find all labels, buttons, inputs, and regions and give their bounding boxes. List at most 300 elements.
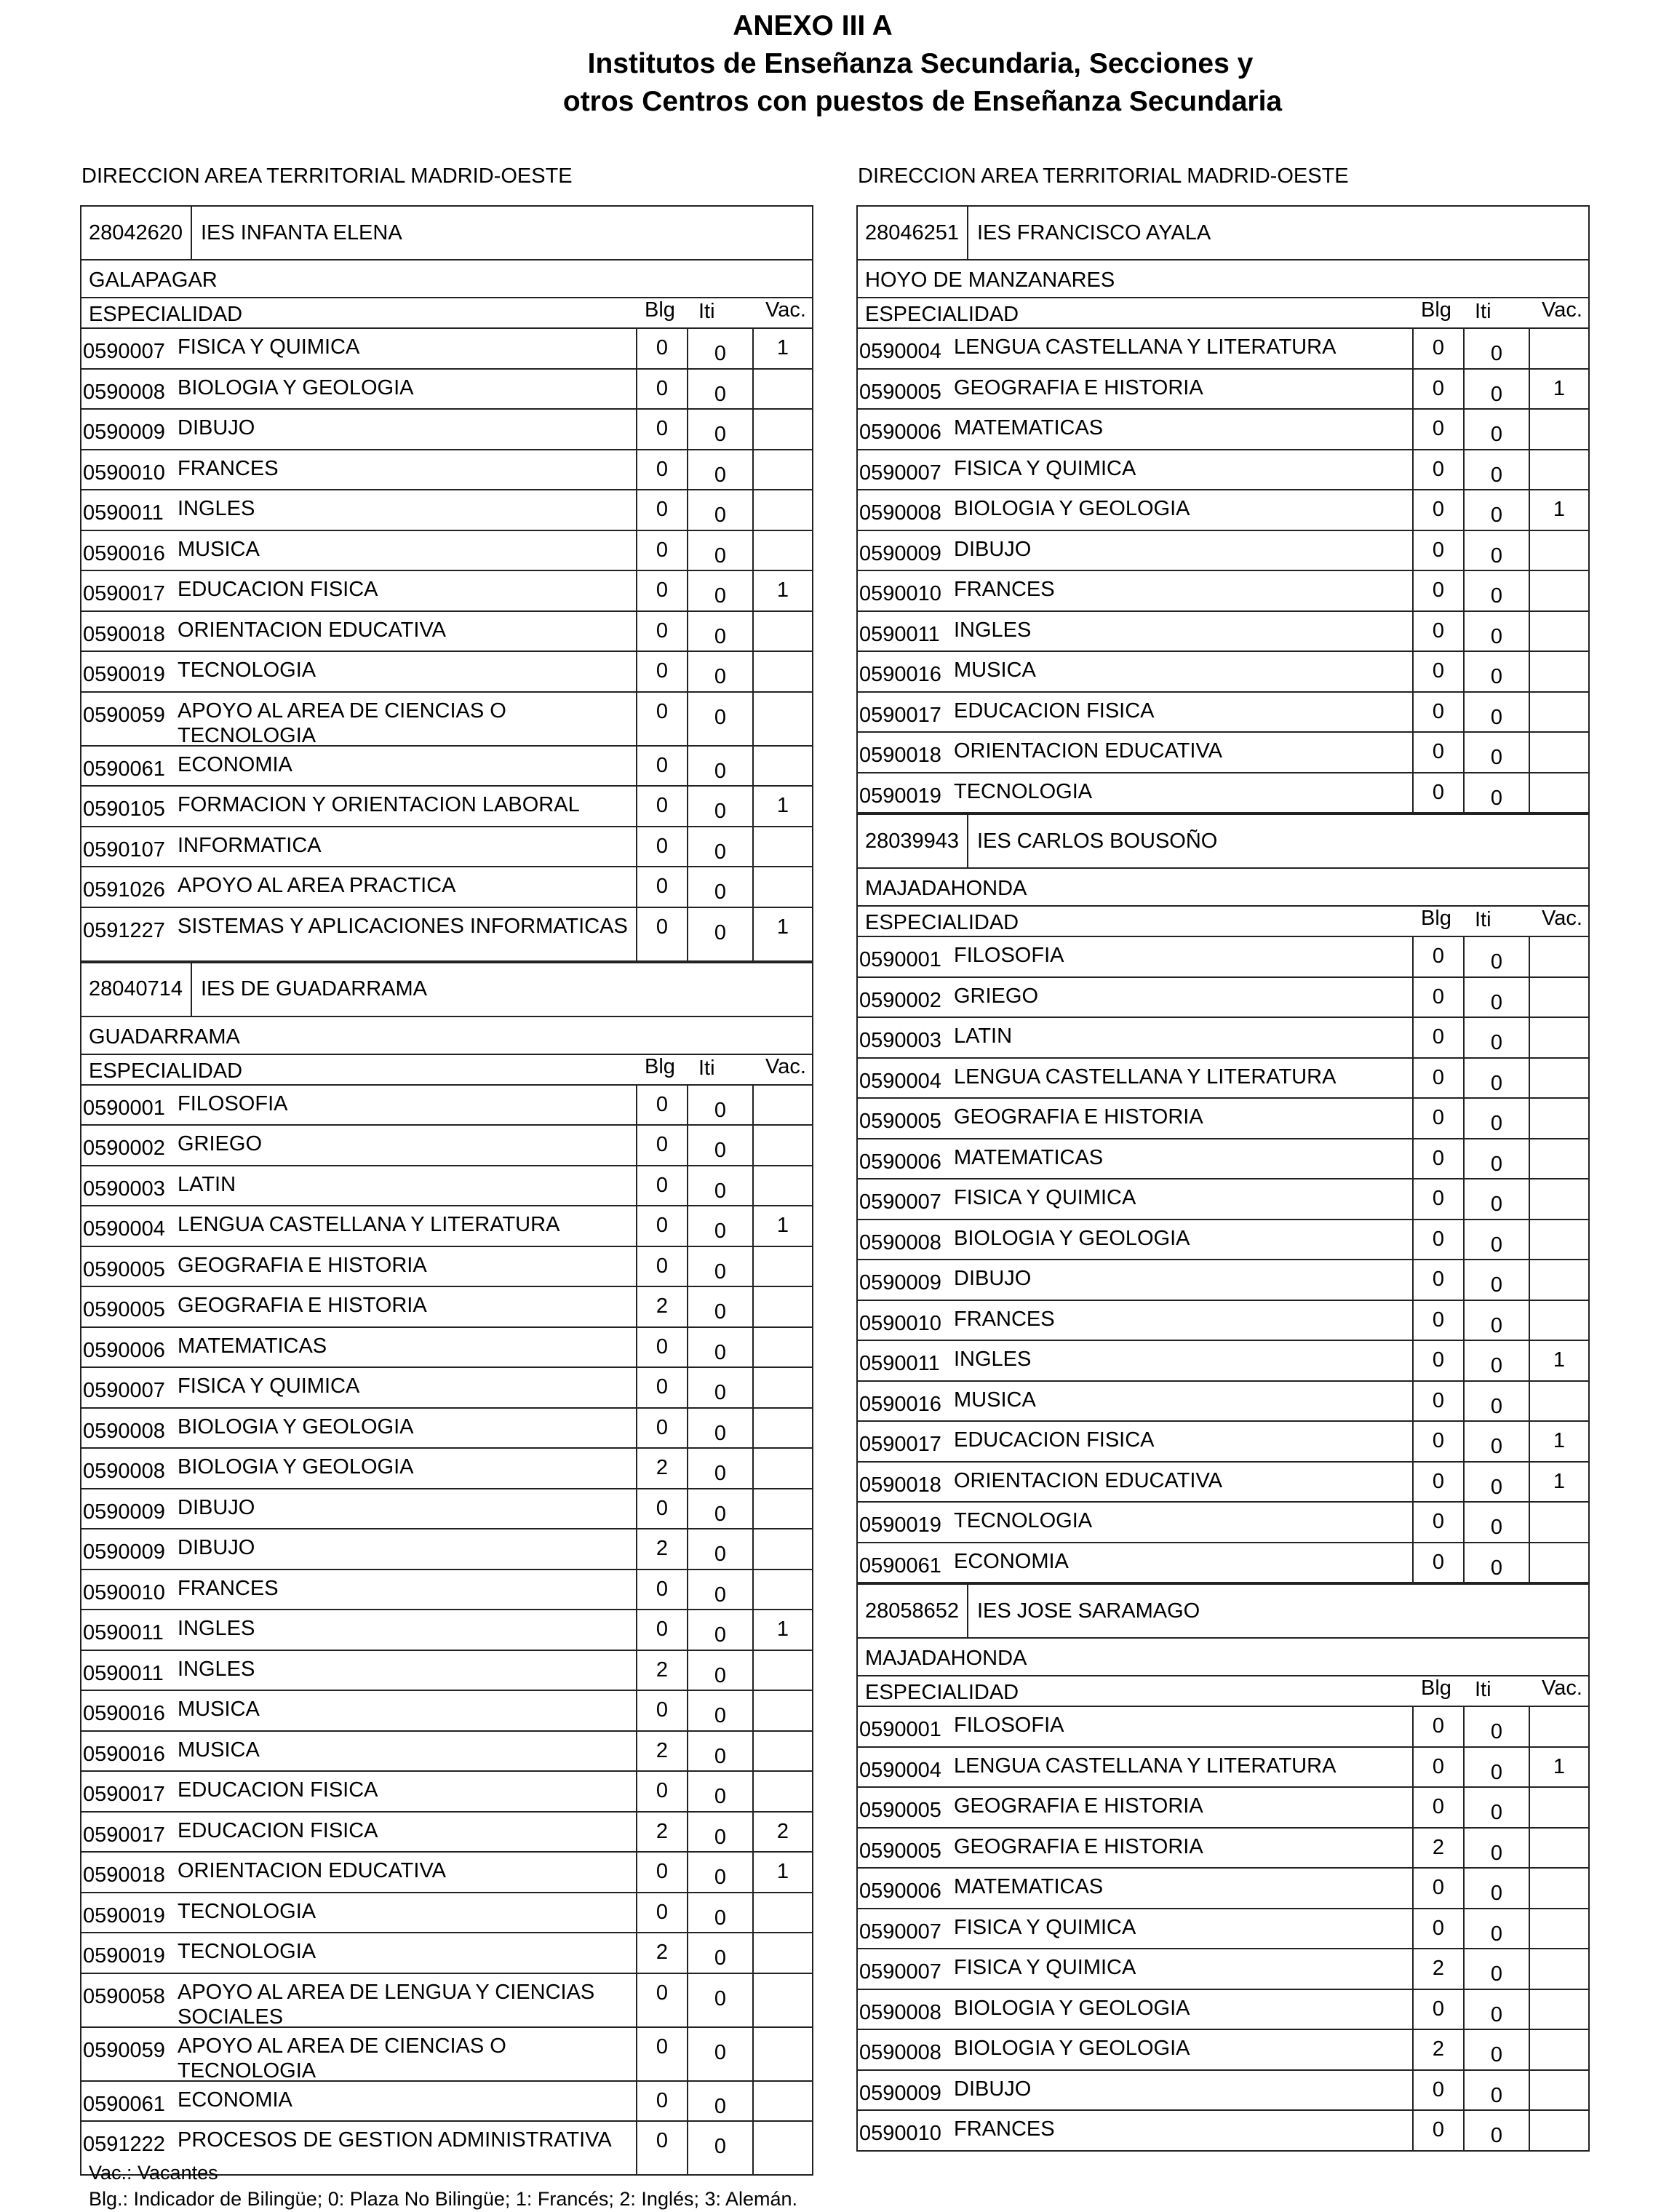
especialidad-name: ECONOMIA [178,2088,292,2112]
especialidad-code: 0590006 [859,1150,941,1174]
table-row [858,1949,1588,1990]
iti-value: 0 [1463,1139,1529,1179]
blg-value: 0 [1412,1260,1463,1300]
table-row [81,1449,812,1489]
especialidad-name: PROCESOS DE GESTION ADMINISTRATIVA [178,2128,612,2152]
iti-value: 0 [687,1409,752,1448]
table-row [858,1869,1588,1909]
especialidad-code: 0590006 [859,421,941,444]
table-row [81,908,812,962]
especialidad-name: LENGUA CASTELLANA Y LITERATURA [954,335,1337,359]
especialidad-code: 0590017 [83,582,165,605]
especialidad-code: 0591227 [83,918,165,942]
annex-subtitle-line2: otros Centros con puestos de Enseñanza Secundaria [562,86,1283,117]
iti-value: 0 [1463,1059,1529,1098]
blg-value: 0 [636,787,687,826]
vac-value [1529,450,1588,490]
blg-value: 0 [1412,531,1463,570]
especialidad-name: DIBUJO [954,1267,1032,1290]
table-row [81,1610,812,1651]
especialidad-code: 0590005 [859,380,941,404]
iti-value: 0 [1463,1788,1529,1827]
blg-value: 2 [636,1813,687,1852]
vac-value [752,1732,812,1771]
blg-value: 0 [636,1368,687,1407]
iti-value: 0 [687,612,752,651]
column-headers [81,298,812,329]
center-header [858,205,1588,260]
vac-value [752,1893,812,1933]
table-row [81,867,812,908]
iti-value: 0 [687,2028,752,2080]
header-blg: Blg [1421,907,1451,930]
blg-value: 0 [636,1126,687,1165]
table-row [858,450,1588,491]
table-row [81,1126,812,1166]
vac-value: 1 [1529,490,1588,530]
especialidad-name: FISICA Y QUIMICA [954,1186,1136,1209]
vac-value [1529,1179,1588,1219]
table-row [81,571,812,612]
vac-value [752,1166,812,1206]
especialidad-code: 0590004 [859,1758,941,1782]
iti-value: 0 [687,652,752,691]
especialidad-code: 0590005 [83,1298,165,1321]
column-headers [858,298,1588,329]
center-name: IES JOSE SARAMAGO [977,1599,1200,1623]
especialidad-name: MATEMATICAS [954,1875,1104,1898]
vac-value [1529,1139,1588,1179]
table-row [858,652,1588,693]
iti-value: 0 [687,1570,752,1610]
especialidad-name: LATIN [178,1172,236,1196]
center-code: 28046251 [858,207,968,259]
iti-value: 0 [1463,1707,1529,1746]
vac-value [752,1287,812,1326]
table-row [81,747,812,787]
especialidad-code: 0590003 [859,1029,941,1052]
blg-value: 0 [636,1328,687,1367]
especialidad-code: 0590061 [83,757,165,781]
especialidad-code: 0590003 [83,1177,165,1201]
table-row [858,1018,1588,1059]
left-column [80,162,813,2176]
header-blg: Blg [1421,298,1451,322]
blg-value: 2 [636,1287,687,1326]
especialidad-name: MUSICA [954,659,1036,682]
vac-value [1529,2111,1588,2150]
especialidad-code: 0590011 [859,1352,940,1375]
blg-value: 0 [1412,978,1463,1017]
especialidad-code: 0590018 [859,1473,941,1497]
iti-value: 0 [1463,1220,1529,1260]
especialidad-code: 0590002 [83,1137,165,1160]
blg-value: 0 [636,2122,687,2174]
iti-value: 0 [687,747,752,786]
center-header [81,962,812,1017]
especialidad-name: GEOGRAFIA E HISTORIA [954,1105,1203,1129]
table-row [858,1909,1588,1950]
vac-value [752,1489,812,1529]
table-row [858,773,1588,814]
table-row [858,1179,1588,1220]
table-row [81,1247,812,1288]
vac-value [752,1691,812,1730]
vac-value [752,2028,812,2080]
especialidad-code: 0590001 [83,1096,165,1120]
vac-value [1529,329,1588,368]
table-row [81,490,812,531]
especialidad-name: FRANCES [178,456,279,480]
vac-value [752,1086,812,1125]
especialidad-name: ECONOMIA [954,1549,1069,1573]
territorial-area-title: DIRECCION AREA TERRITORIAL MADRID-OESTE [81,164,573,188]
header-vac: Vac. [1542,907,1582,930]
especialidad-name: INGLES [954,1348,1032,1371]
table-row [81,1570,812,1611]
annex-title: ANEXO III A [733,10,893,41]
blg-value: 0 [1412,612,1463,651]
table-row [858,1543,1588,1584]
table-row [81,1529,812,1570]
table-row [81,652,812,693]
vac-value: 2 [752,1813,812,1852]
especialidad-name: INFORMATICA [178,833,322,857]
header-vac: Vac. [1542,1676,1582,1700]
especialidad-name: MATEMATICAS [178,1334,327,1358]
vac-value [752,1772,812,1811]
iti-value: 0 [1463,1543,1529,1583]
blg-value: 0 [636,652,687,691]
blg-value: 0 [636,1206,687,1246]
vac-value [1529,1220,1588,1260]
iti-value: 0 [1463,1260,1529,1300]
table-row [858,1503,1588,1543]
vac-value [1529,1503,1588,1542]
table-row [858,490,1588,531]
iti-value: 0 [687,1933,752,1973]
blg-value: 2 [636,1933,687,1973]
especialidad-code: 0590019 [859,1513,941,1537]
table-row [81,1893,812,1934]
iti-value: 0 [1463,612,1529,651]
blg-value: 0 [636,1974,687,2026]
iti-value: 0 [1463,370,1529,409]
header-blg: Blg [645,1054,675,1078]
table-row [858,370,1588,410]
blg-value: 0 [1412,1422,1463,1461]
table-row [858,1382,1588,1423]
blg-value: 0 [1412,1707,1463,1746]
iti-value: 0 [1463,1949,1529,1989]
iti-value: 0 [1463,652,1529,691]
table-row [858,1748,1588,1789]
blg-value: 0 [1412,1382,1463,1421]
blg-value: 0 [636,747,687,786]
vac-value [752,490,812,530]
iti-value: 0 [1463,490,1529,530]
iti-value: 0 [687,867,752,907]
especialidad-name: TECNOLOGIA [954,779,1093,803]
especialidad-name: MUSICA [178,537,260,561]
especialidad-code: 0590016 [83,1742,165,1766]
blg-value: 0 [636,693,687,745]
especialidad-name: DIBUJO [954,2077,1032,2101]
table-row [858,571,1588,612]
table-row [858,329,1588,370]
center-name: IES DE GUADARRAMA [201,977,427,1000]
iti-value: 0 [1463,410,1529,449]
table-row [858,1301,1588,1342]
center-block [856,205,1590,813]
table-row [858,1220,1588,1261]
iti-value: 0 [687,1086,752,1125]
vac-value [752,1570,812,1610]
especialidad-code: 0590002 [859,988,941,1012]
blg-value: 0 [1412,1869,1463,1908]
iti-value: 0 [687,1732,752,1771]
blg-value: 0 [1412,571,1463,610]
blg-value: 0 [1412,1463,1463,1502]
iti-value: 0 [687,1126,752,1165]
especialidad-code: 0590004 [83,1217,165,1241]
especialidad-code: 0590007 [859,1960,941,1984]
iti-value: 0 [687,1206,752,1246]
blg-value: 0 [636,370,687,409]
blg-value: 0 [1412,1503,1463,1542]
especialidad-name: FISICA Y QUIMICA [178,335,360,359]
especialidad-name: LENGUA CASTELLANA Y LITERATURA [178,1213,560,1236]
iti-value: 0 [1463,1341,1529,1380]
especialidad-name: GEOGRAFIA E HISTORIA [178,1253,427,1277]
header-vac: Vac. [765,298,806,322]
especialidad-code: 0590004 [859,1069,941,1093]
blg-value: 0 [1412,450,1463,490]
center-block [856,813,1590,1583]
blg-value: 0 [636,1570,687,1610]
iti-value: 0 [687,370,752,409]
center-block [80,962,813,2176]
especialidad-name: FISICA Y QUIMICA [954,1956,1136,1979]
blg-value: 0 [636,908,687,960]
vac-value: 1 [1529,1422,1588,1461]
vac-value: 1 [1529,1341,1588,1380]
table-row [858,1099,1588,1139]
vac-value: 1 [1529,1748,1588,1787]
iti-value: 0 [1463,2071,1529,2110]
vac-value [752,867,812,907]
especialidad-name: DIBUJO [954,537,1032,561]
iti-value: 0 [687,1893,752,1933]
vac-value [1529,2071,1588,2110]
especialidad-name: MUSICA [954,1388,1036,1412]
especialidad-code: 0590005 [859,1839,941,1863]
blg-value: 0 [1412,1099,1463,1138]
table-row [858,1463,1588,1503]
vac-value [1529,1990,1588,2029]
vac-value [1529,937,1588,976]
blg-value: 0 [636,450,687,490]
blg-value: 0 [636,410,687,449]
vac-value [1529,1543,1588,1583]
legend-footer [89,2160,797,2212]
especialidad-code: 0590018 [859,744,941,767]
especialidad-code: 0590001 [859,948,941,971]
especialidad-name: FISICA Y QUIMICA [954,456,1136,480]
especialidad-code: 0590008 [859,1230,941,1254]
table-row [81,1772,812,1813]
center-name: IES CARLOS BOUSOÑO [977,829,1218,853]
especialidad-name: GEOGRAFIA E HISTORIA [954,375,1203,399]
header-especialidad: ESPECIALIDAD [865,303,1019,326]
blg-value: 2 [636,1529,687,1569]
iti-value: 0 [687,450,752,490]
especialidad-code: 0590009 [859,541,941,565]
vac-value [1529,1707,1588,1746]
iti-value: 0 [1463,531,1529,570]
header-especialidad: ESPECIALIDAD [89,303,243,326]
especialidad-name: EDUCACION FISICA [178,1778,378,1802]
vac-value [752,450,812,490]
especialidad-code: 0590009 [859,2081,941,2105]
especialidad-name: TECNOLOGIA [178,1899,316,1923]
iti-value: 0 [687,1449,752,1488]
blg-value: 0 [636,2082,687,2121]
blg-value: 0 [1412,2071,1463,2110]
vac-value [1529,733,1588,772]
center-town: MAJADAHONDA [858,869,1588,907]
blg-value: 0 [636,1086,687,1125]
blg-value: 0 [636,1247,687,1286]
especialidad-code: 0590016 [859,663,941,686]
center-town: GUADARRAMA [81,1017,812,1055]
especialidad-code: 0590016 [859,1392,941,1416]
center-header [858,1583,1588,1639]
table-row [858,612,1588,653]
especialidad-code: 0590007 [83,340,165,363]
blg-value: 0 [1412,2111,1463,2150]
especialidad-name: GEOGRAFIA E HISTORIA [954,1794,1203,1818]
blg-value: 2 [1412,1829,1463,1868]
especialidad-code: 0590010 [83,1580,165,1604]
vac-value [752,747,812,786]
especialidad-code: 0590058 [83,1984,165,2008]
iti-value: 0 [687,827,752,867]
especialidad-code: 0590005 [859,1110,941,1133]
blg-value: 0 [636,1489,687,1529]
blg-value: 0 [1412,652,1463,691]
header-especialidad: ESPECIALIDAD [865,1681,1019,1704]
center-town: MAJADAHONDA [858,1639,1588,1676]
iti-value: 0 [1463,2111,1529,2150]
especialidad-name: BIOLOGIA Y GEOLOGIA [954,1226,1190,1250]
vac-value [1529,1869,1588,1908]
especialidad-name: BIOLOGIA Y GEOLOGIA [178,1415,414,1439]
vac-value: 1 [752,1610,812,1650]
blg-value: 0 [1412,410,1463,449]
iti-value: 0 [1463,1422,1529,1461]
especialidad-name: APOYO AL AREA PRACTICA [178,874,456,897]
table-row [81,1489,812,1530]
table-row [858,1260,1588,1301]
iti-value: 0 [1463,450,1529,490]
especialidad-code: 0590011 [83,1621,164,1644]
especialidad-name: BIOLOGIA Y GEOLOGIA [954,497,1190,520]
header-especialidad: ESPECIALIDAD [865,911,1019,934]
table-row [81,612,812,653]
especialidad-code: 0590019 [83,663,165,686]
table-row [858,978,1588,1019]
table-row [81,1368,812,1409]
center-header [858,813,1588,869]
vac-value: 1 [752,787,812,826]
especialidad-name: LENGUA CASTELLANA Y LITERATURA [954,1065,1337,1089]
especialidad-name: MUSICA [178,1738,260,1762]
especialidad-name: FRANCES [954,2117,1055,2141]
table-row [81,1651,812,1692]
table-row [858,2071,1588,2112]
especialidad-name: ORIENTACION EDUCATIVA [954,739,1222,763]
especialidad-code: 0590010 [859,1311,941,1335]
blg-value: 0 [1412,1748,1463,1787]
especialidad-code: 0590006 [859,1879,941,1903]
iti-value: 0 [687,1651,752,1690]
especialidad-name: FORMACION Y ORIENTACION LABORAL [178,793,580,816]
especialidad-name: LATIN [954,1025,1013,1048]
iti-value: 0 [687,1247,752,1286]
header-blg: Blg [1421,1676,1451,1700]
blg-value: 2 [636,1732,687,1771]
vac-value: 1 [752,1853,812,1892]
vac-value: 1 [752,571,812,610]
especialidad-code: 0591026 [83,878,165,902]
table-row [858,1341,1588,1382]
table-row [81,1853,812,1893]
table-row [81,450,812,491]
especialidad-code: 0590061 [859,1553,941,1578]
especialidad-code: 0590018 [83,622,165,646]
especialidad-name: DIBUJO [178,416,255,439]
table-row [81,2082,812,2123]
especialidad-code: 0591222 [83,2133,165,2156]
vac-value [752,1529,812,1569]
especialidad-name: FISICA Y QUIMICA [178,1374,360,1398]
vac-value [1529,652,1588,691]
especialidad-name: APOYO AL AREA DE LENGUA Y CIENCIAS SOCIALES [178,1980,595,2029]
vac-value [1529,1260,1588,1300]
legend-vacantes: Vac.: Vacantes [89,2162,218,2184]
especialidad-code: 0590005 [859,1799,941,1822]
table-row [81,1933,812,1974]
blg-value: 0 [636,1409,687,1448]
header-iti: Iti [698,300,715,323]
blg-value: 0 [636,1166,687,1206]
blg-value: 0 [636,2028,687,2080]
right-column [856,162,1590,2152]
vac-value [752,1328,812,1367]
vac-value [752,693,812,745]
vac-value [1529,1301,1588,1340]
vac-value [1529,693,1588,732]
especialidad-code: 0590019 [83,1903,165,1927]
especialidad-code: 0590006 [83,1338,165,1362]
especialidad-code: 0590019 [859,784,941,808]
iti-value: 0 [687,329,752,368]
center-code: 28039943 [858,815,968,867]
blg-value: 0 [1412,1543,1463,1583]
table-row [81,827,812,868]
especialidad-code: 0590107 [83,838,165,862]
